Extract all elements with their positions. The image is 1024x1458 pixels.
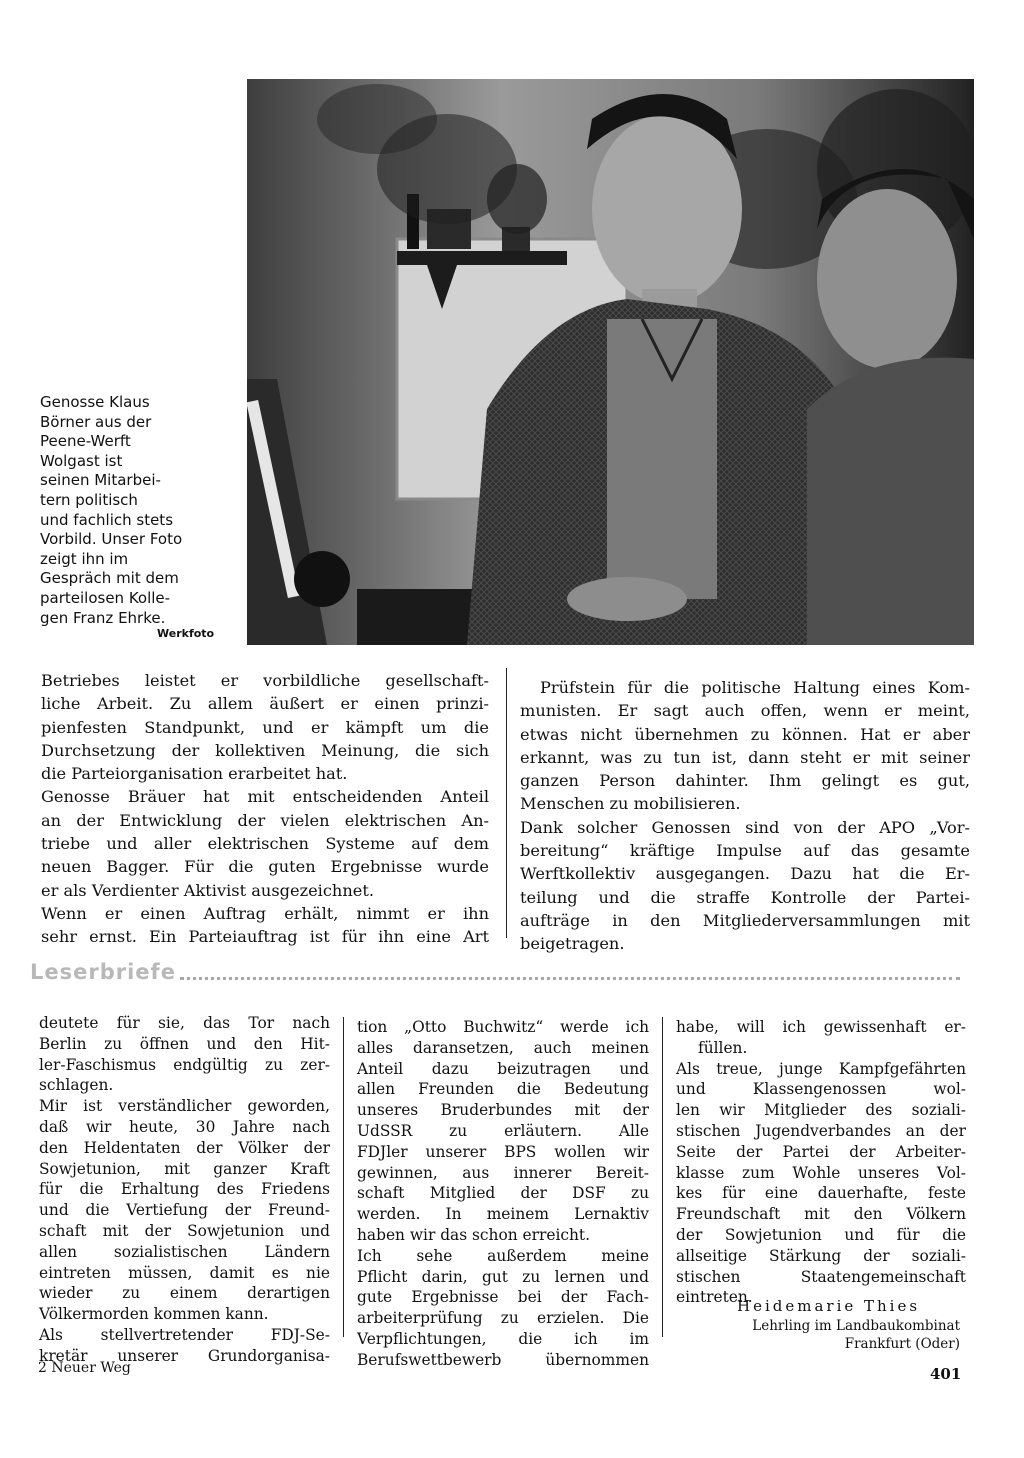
caption-line: Vorbild. Unser Foto: [40, 530, 183, 549]
text-line: ler-Faschismus endgültig zu zer-: [39, 1055, 330, 1074]
text-line: allen sozialistischen Ländern: [39, 1242, 330, 1261]
text-line: kes für eine dauerhafte, feste: [676, 1184, 966, 1203]
text-line: und die Vertiefung der Freund-: [39, 1201, 330, 1220]
text-line: Ich sehe außerdem meine: [357, 1246, 649, 1265]
text-line: eintreten müssen, damit es nie: [39, 1263, 330, 1282]
text-line: alles daransetzen, auch meinen: [357, 1038, 649, 1057]
photo-credit: Werkfoto: [157, 627, 215, 640]
text-line: erkannt, was zu tun ist, dann steht er mit seiner: [520, 747, 970, 767]
text-line: neuen Bagger. Für die guten Ergebnisse wurde: [41, 857, 489, 877]
caption-line: parteilosen Kolle-: [40, 588, 171, 607]
text-line: bereitung“ kräftige Impulse auf das gesamte: [520, 841, 970, 861]
text-line: schaft Mitglied der DSF zu: [357, 1184, 649, 1203]
text-line: arbeiterprüfung zu erzielen. Die: [357, 1309, 649, 1328]
text-line: Seite der Partei der Arbeiter-: [676, 1142, 966, 1161]
text-line: er als Verdienter Aktivist ausgezeichnet.: [41, 880, 374, 900]
caption-line: Peene-Werft: [40, 432, 131, 451]
text-line: daß wir heute, 30 Jahre nach: [39, 1117, 330, 1136]
text-line: schlagen.: [39, 1076, 114, 1095]
text-line: pienfesten Standpunkt, und er kämpft um die: [41, 717, 489, 737]
letter-author-role: [690, 1317, 960, 1353]
text-line: ganzen Person dahinter. Ihm gelingt es gut,: [520, 771, 970, 791]
text-line: Menschen zu mobilisieren.: [520, 794, 741, 814]
text-line: Völkermorden kommen kann.: [39, 1305, 269, 1324]
text-line: stischen Jugendverbandes an der: [676, 1121, 966, 1140]
text-line: Werftkollektiv ausgegangen. Dazu hat die Er-: [520, 864, 970, 884]
text-line: Berufswettbewerb übernommen: [357, 1350, 649, 1369]
column-divider: [343, 1017, 344, 1337]
text-line: wieder zu einem derartigen: [39, 1284, 330, 1303]
section-heading: [30, 960, 960, 990]
role-line: Frankfurt (Oder): [844, 1336, 960, 1352]
text-line: sehr ernst. Ein Parteiauftrag ist für ihn eine Art: [41, 927, 489, 947]
caption-line: gen Franz Ehrke.: [40, 608, 166, 627]
text-line: Als stellvertretender FDJ-Se-: [39, 1325, 330, 1344]
section-rule: [180, 977, 960, 980]
letter-column-3: [676, 1017, 966, 1308]
text-line: füllen.: [698, 1038, 748, 1057]
text-line: gewinnen, aus innerer Bereit-: [357, 1163, 649, 1182]
text-line: FDJler unserer BPS wollen wir: [357, 1142, 649, 1161]
text-line: liche Arbeit. Zu allem äußert er einen prinzi-: [41, 694, 489, 714]
text-line: Prüfstein für die politische Haltung eines Kom-: [540, 678, 970, 697]
text-line: für die Erhaltung des Friedens: [39, 1180, 330, 1199]
text-line: Freundschaft mit den Völkern: [676, 1205, 966, 1224]
text-line: tion „Otto Buchwitz“ werde ich: [357, 1018, 649, 1036]
page-number: 401: [930, 1365, 962, 1383]
text-line: aufträge in den Mitgliederversammlungen mit: [520, 910, 970, 930]
caption-line: tern politisch: [40, 490, 138, 509]
text-line: Dank solcher Genossen sind von der APO „Vor-: [520, 817, 970, 837]
caption-line: Gespräch mit dem: [40, 569, 179, 588]
text-line: werden. In meinem Lernaktiv: [357, 1205, 649, 1224]
text-line: UdSSR zu erläutern. Alle: [357, 1121, 649, 1140]
caption-line: und fachlich stets: [40, 510, 174, 529]
text-line: Verpflichtungen, die ich im: [357, 1329, 649, 1348]
caption-line: Genosse Klaus: [40, 393, 150, 411]
text-line: Berlin zu öffnen und den Hit-: [39, 1034, 330, 1053]
text-line: der Sowjetunion und für die: [676, 1225, 966, 1244]
letter-author: Heidemarie Thies: [737, 1297, 921, 1315]
caption-line: Börner aus der: [40, 412, 152, 431]
text-line: haben wir das schon erreicht.: [357, 1225, 590, 1244]
text-line: stischen Staatengemeinschaft: [676, 1267, 966, 1286]
text-line: Sowjetunion, mit ganzer Kraft: [39, 1159, 330, 1178]
text-line: eintreten.: [676, 1288, 753, 1307]
text-line: Genosse Bräuer hat mit entscheidenden Anteil: [41, 787, 489, 807]
caption-line: seinen Mitarbei-: [40, 471, 161, 490]
text-line: schaft mit der Sowjetunion und: [39, 1221, 330, 1240]
text-line: Betriebes leistet er vorbildliche gesellschaft-: [41, 671, 489, 690]
text-line: etwas nicht übernehmen zu können. Hat er aber: [520, 724, 970, 744]
text-line: Anteil dazu beizutragen und: [357, 1059, 649, 1078]
text-line: Pflicht darin, gut zu lernen und: [357, 1267, 649, 1286]
text-line: deutete für sie, das Tor nach: [39, 1014, 330, 1032]
text-line: teilung und die straffe Kontrolle der Partei-: [520, 887, 970, 907]
letter-column-1: [39, 1013, 330, 1367]
text-line: und Klassengenossen wol-: [676, 1080, 966, 1099]
article-photo: [247, 79, 974, 645]
text-line: Als treue, junge Kampfgefährten: [676, 1059, 966, 1078]
text-line: Mir ist verständlicher geworden,: [39, 1097, 330, 1116]
text-line: beigetragen.: [520, 934, 625, 954]
role-line: Lehrling im Landbaukombinat: [752, 1318, 960, 1334]
text-line: die Parteiorganisation erarbeitet hat.: [41, 764, 348, 784]
text-line: den Heldentaten der Völker der: [39, 1138, 330, 1157]
photo-scene: [247, 79, 974, 645]
caption-line: Wolgast ist: [40, 451, 123, 470]
text-line: munisten. Er sagt auch offen, wenn er meint,: [520, 701, 970, 721]
text-line: an der Entwicklung der vielen elektrischen An-: [41, 810, 489, 830]
caption-line: zeigt ihn im: [40, 549, 129, 568]
text-line: len wir Mitglieder des soziali-: [676, 1101, 966, 1120]
text-line: allen Freunden die Bedeutung: [357, 1080, 649, 1099]
text-line: kretär unserer Grundorganisa-: [39, 1346, 330, 1365]
text-line: gute Ergebnisse bei der Fach-: [357, 1288, 649, 1307]
text-line: unseres Bruderbundes mit der: [357, 1101, 649, 1120]
column-divider: [506, 668, 507, 938]
letter-column-2: [357, 1017, 649, 1371]
text-line: triebe und aller elektrischen Systeme auf dem: [41, 834, 489, 854]
section-title: Leserbriefe: [30, 960, 176, 984]
footer-publication: 2 Neuer Weg: [38, 1360, 131, 1376]
text-line: Durchsetzung der kollektiven Meinung, die sich: [41, 740, 489, 760]
text-line: klasse zum Wohle unseres Vol-: [676, 1163, 966, 1182]
text-line: Wenn er einen Auftrag erhält, nimmt er ihn: [41, 903, 489, 923]
column-divider: [662, 1017, 663, 1337]
article-column-left: [41, 669, 489, 949]
photo-caption: [40, 393, 225, 628]
text-line: habe, will ich gewissenhaft er-: [676, 1018, 966, 1036]
article-column-right: [520, 676, 970, 956]
text-line: allseitige Stärkung der soziali-: [676, 1246, 966, 1265]
